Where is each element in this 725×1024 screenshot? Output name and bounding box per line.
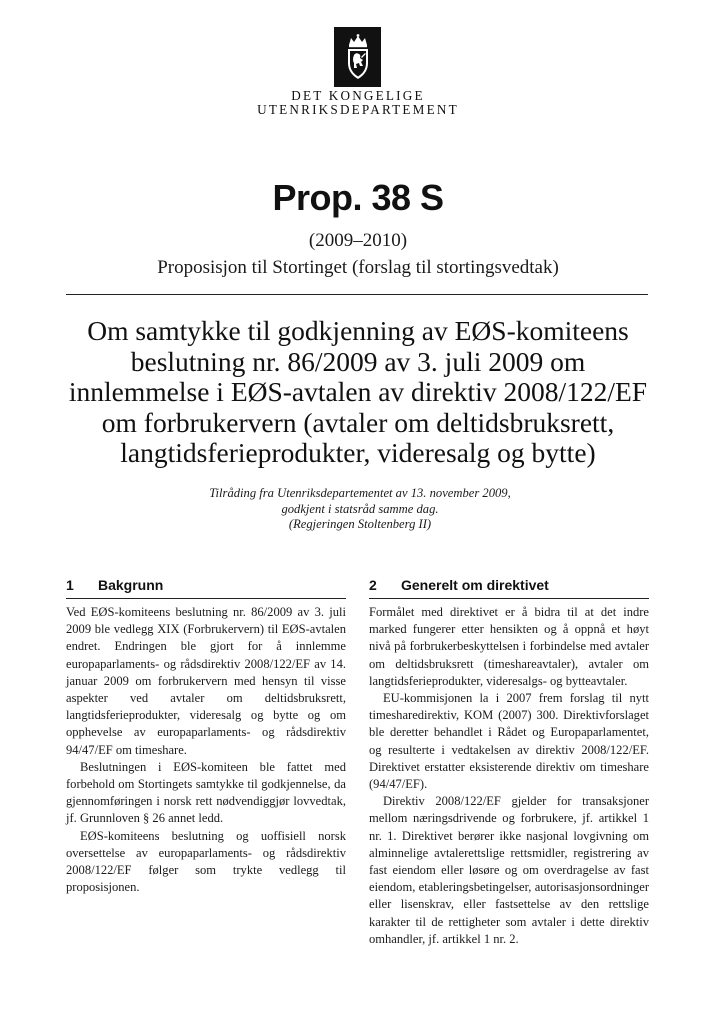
title-line: innlemmelse i EØS-avtalen av direktiv 2008/122/EF — [68, 376, 648, 407]
section-2-body — [369, 604, 649, 948]
section-1-body — [66, 604, 346, 896]
section-title: Bakgrunn — [98, 577, 164, 593]
section-heading-generelt — [369, 577, 549, 594]
norwegian-coat-of-arms-icon — [342, 33, 374, 81]
ministry-name-line1: DET KONGELIGE — [291, 88, 425, 103]
title-line: langtidsferieprodukter, videresalg og bytte) — [120, 437, 596, 468]
paragraph: EU-kommisjonen la i 2007 frem forslag til nytt timesharedirektiv, KOM (2007) 300. Direktivforslaget ble deretter behandlet i Rådet og Europaparlamentet, og resulterte i vedtakelsen av direktiv 2008/122/EF. Direktivet erstatter eksisterende direktiv om timeshare (94/47/EF). — [369, 691, 649, 792]
title-line: om forbrukervern (avtaler om deltidsbruksrett, — [101, 406, 615, 438]
paragraph: Direktiv 2008/122/EF gjelder for transaksjoner mellom næringsdrivende og forbrukere, jf. artikkel 1 nr. 1. Direktivet berører ikke nasjonal lovgivning om alminnelige avtalerettslige rettsmidler, registrering av fast eiendom eller løsøre og om overdragelse av fast eiendom, etableringsbetingelser, autorisasjonsordninger eller lisenskrav, eller fastsettelse av den rettslige karakter til de rettigheter som avtaler i dette direktiv omhandler, jf. artikkel 1 nr. 2. — [369, 794, 649, 946]
proposition-subtitle: Proposisjon til Stortinget (forslag til stortingsvedtak) — [157, 257, 559, 278]
paragraph: Formålet med direktivet er å bidra til at det indre marked fungerer etter hensikten og å oppnå et høyt nivå på forbrukerbeskyttelsen i forbindelse med avtaler om deltidsbruksrett (timeshareavtaler), avtaler om langtidsferieprodukter, videresalgs- og bytteavtaler. — [369, 605, 649, 688]
section-number: 2 — [369, 577, 377, 593]
recommendation-line: godkjent i statsråd samme dag. — [281, 501, 439, 516]
section-heading-bakgrunn — [66, 577, 163, 594]
proposition-number: Prop. 38 S — [272, 177, 444, 218]
header-divider — [66, 294, 648, 295]
coat-of-arms-logo — [334, 27, 381, 87]
section-number: 1 — [66, 577, 74, 593]
recommendation-note — [160, 486, 560, 533]
paragraph: Beslutningen i EØS-komiteen ble fattet med forbehold om Stortingets samtykke til godkjennelse, da gjennomføringen i norsk rett nødvendiggjør lovvedtak, jf. Grunnloven § 26 annet ledd. — [66, 759, 346, 826]
paragraph: Ved EØS-komiteens beslutning nr. 86/2009 av 3. juli 2009 ble vedlegg XIX (Forbrukervern) til EØS-avtalen endret. Endringen ble gjort for å innlemme europaparlaments- og rådsdirektiv 2008/122/EF av 14. januar 2009 om forbrukervern med hensyn til visse aspekter ved avtaler om deltidsbruksrett, langtidsferieprodukter, videresalg og bytte og om opphevelse av europaparlaments- og rådsdirektiv 94/47/EF om timeshare. — [66, 605, 346, 757]
title-line: Om samtykke til godkjenning av EØS-komiteens — [87, 315, 629, 346]
ministry-name-line2: UTENRIKSDEPARTEMENT — [257, 102, 459, 117]
section-title: Generelt om direktivet — [401, 577, 549, 593]
title-line: beslutning nr. 86/2009 av 3. juli 2009 om — [130, 345, 586, 377]
section-divider — [369, 598, 649, 599]
recommendation-line: Tilråding fra Utenriksdepartementet av 13. november 2009, — [209, 486, 511, 500]
document-title — [60, 316, 656, 469]
session-years: (2009–2010) — [308, 230, 408, 251]
section-divider — [66, 598, 346, 599]
recommendation-line: (Regjeringen Stoltenberg II) — [288, 517, 432, 531]
paragraph: EØS-komiteens beslutning og uoffisiell norsk oversettelse av europaparlaments- og rådsdirektiv 2008/122/EF følger som trykte vedlegg til proposisjonen. — [66, 828, 346, 895]
